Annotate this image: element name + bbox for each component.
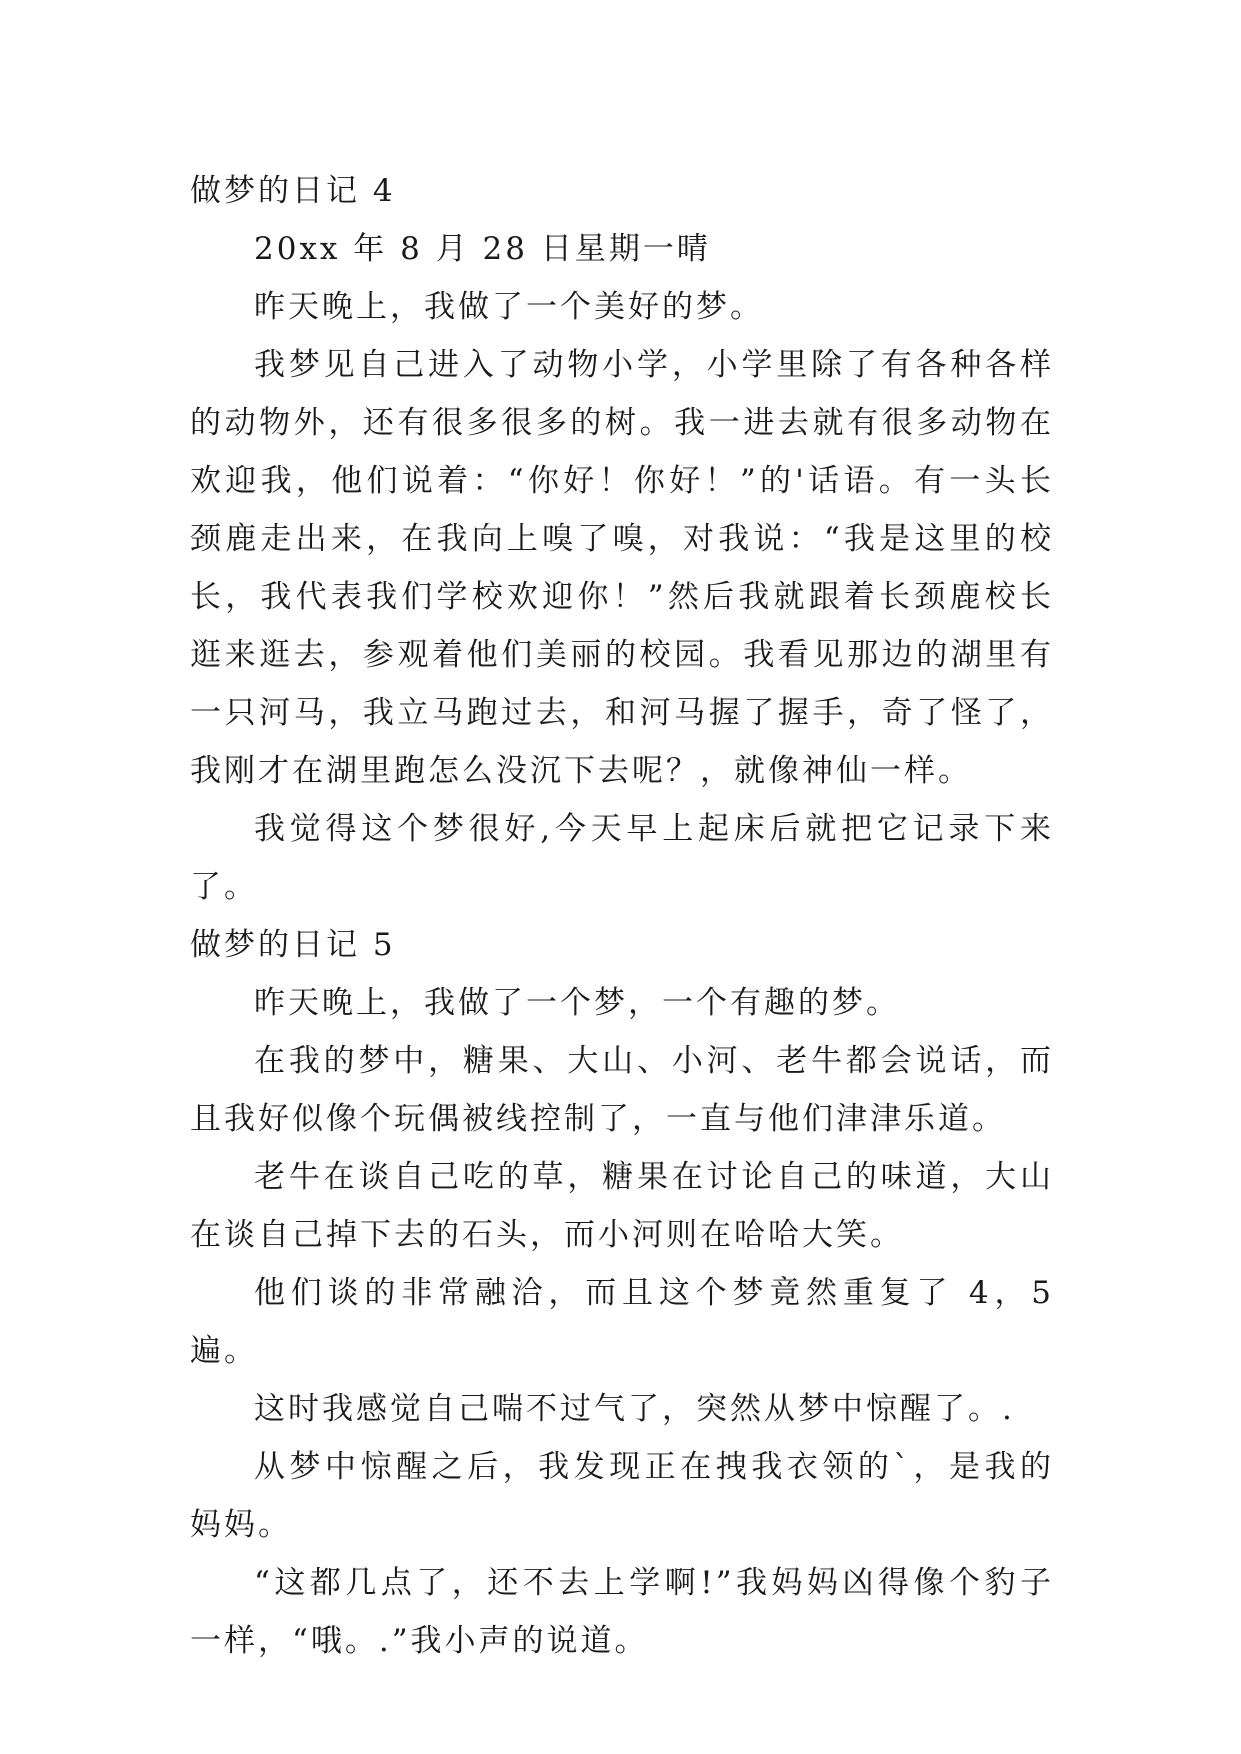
diary-5-paragraph: 他们谈的非常融洽，而且这个梦竟然重复了 4，5 遍。 xyxy=(190,1275,1054,1369)
diary-5-paragraph: 老牛在谈自己吃的草，糖果在讨论自己的味道，大山在谈自己掉下去的石头，而小河则在哈哈大笑。 xyxy=(190,1159,1054,1253)
diary-4-date-line: 20xx 年 8 月 28 日星期一晴 xyxy=(254,231,711,267)
document-body xyxy=(190,162,1054,1670)
diary-5-paragraph: “这都几点了，还不去上学啊!”我妈妈凶得像个豹子一样，“哦。.”我小声的说道。 xyxy=(190,1565,1054,1659)
diary-4-paragraph: 我梦见自己进入了动物小学，小学里除了有各种各样的动物外，还有很多很多的树。我一进去就有很多动物在欢迎我，他们说着：“你好！你好！”的'话语。有一头长颈鹿走出来，在我向上嗅了嗅，对我说：“我是这里的校长，我代表我们学校欢迎你！”然后我就跟着长颈鹿校长逛来逛去，参观着他们美丽的校园。我看见那边的湖里有一只河马，我立马跑过去，和河马握了握手，奇了怪了，我刚才在湖里跑怎么没沉下去呢？，就像神仙一样。 xyxy=(190,347,1054,789)
diary-5-paragraph: 从梦中惊醒之后，我发现正在拽我衣领的`，是我的妈妈。 xyxy=(190,1449,1054,1543)
diary-5-paragraph: 在我的梦中，糖果、大山、小河、老牛都会说话，而且我好似像个玩偶被线控制了，一直与他们津津乐道。 xyxy=(190,1043,1054,1137)
diary-5-paragraph: 昨天晚上，我做了一个梦，一个有趣的梦。 xyxy=(254,985,900,1021)
diary-4-paragraph: 我觉得这个梦很好,今天早上起床后就把它记录下来了。 xyxy=(190,811,1054,905)
diary-5-title: 做梦的日记 5 xyxy=(190,927,396,963)
diary-4-title: 做梦的日记 4 xyxy=(190,173,396,209)
diary-5-paragraph: 这时我感觉自己喘不过气了，突然从梦中惊醒了。. xyxy=(254,1391,1015,1427)
diary-4-paragraph: 昨天晚上，我做了一个美好的梦。 xyxy=(254,289,764,325)
